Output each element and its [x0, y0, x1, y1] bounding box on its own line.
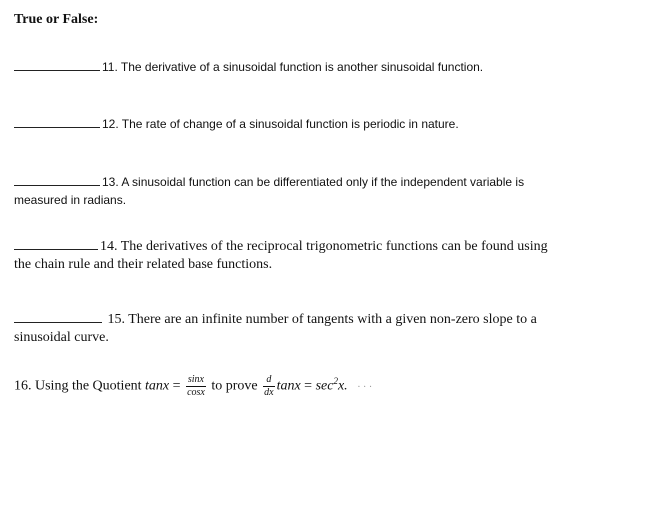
sec-base: sec	[315, 378, 334, 394]
answer-blank-13[interactable]	[14, 184, 100, 186]
question-13	[14, 175, 634, 207]
fraction-denominator: cosx	[187, 387, 205, 398]
question-11	[14, 60, 634, 74]
question-13-text: 13. A sinusoidal function can be differentiated only if the independent variable is	[102, 175, 525, 189]
question-14-text: 14. The derivatives of the reciprocal trigonometric functions can be found using	[100, 239, 548, 254]
answer-blank-11[interactable]	[14, 69, 100, 71]
sec-variable: x.	[337, 378, 348, 394]
section-heading: True or False:	[14, 12, 99, 27]
answer-blank-15[interactable]	[14, 321, 102, 323]
sec-exponent: 2	[333, 376, 338, 387]
rhs-equals-sign: =	[304, 378, 313, 394]
derivative-operator	[263, 375, 274, 398]
question-16	[14, 375, 634, 398]
answer-blank-12[interactable]	[14, 126, 100, 128]
sin-over-cos-fraction	[186, 375, 206, 398]
question-12-text: 12. The rate of change of a sinusoidal function is periodic in nature.	[102, 117, 459, 131]
question-11-text: 11. The derivative of a sinusoidal function is another sinusoidal function.	[102, 60, 484, 74]
question-14	[14, 239, 634, 273]
question-15	[14, 312, 634, 346]
derivative-denominator: dx	[264, 387, 274, 398]
fraction-numerator: sinx	[187, 374, 204, 385]
question-16-intro: 16. Using the Quotient	[14, 378, 142, 394]
question-15-text: 15. There are an infinite number of tangents with a given non-zero slope to a	[104, 312, 537, 327]
answer-blank-14[interactable]	[14, 248, 98, 250]
tan-lhs: tanx	[145, 378, 170, 394]
equals-sign: =	[172, 378, 181, 394]
question-15-text-cont: sinusoidal curve.	[14, 330, 109, 345]
faint-dots: · · ·	[357, 381, 373, 393]
tan-rhs: tanx	[276, 378, 301, 394]
to-prove-text: to prove	[211, 378, 258, 394]
question-14-text-cont: the chain rule and their related base functions.	[14, 257, 273, 272]
question-12	[14, 117, 634, 131]
question-13-text-cont: measured in radians.	[14, 193, 127, 207]
derivative-numerator: d	[263, 375, 274, 387]
